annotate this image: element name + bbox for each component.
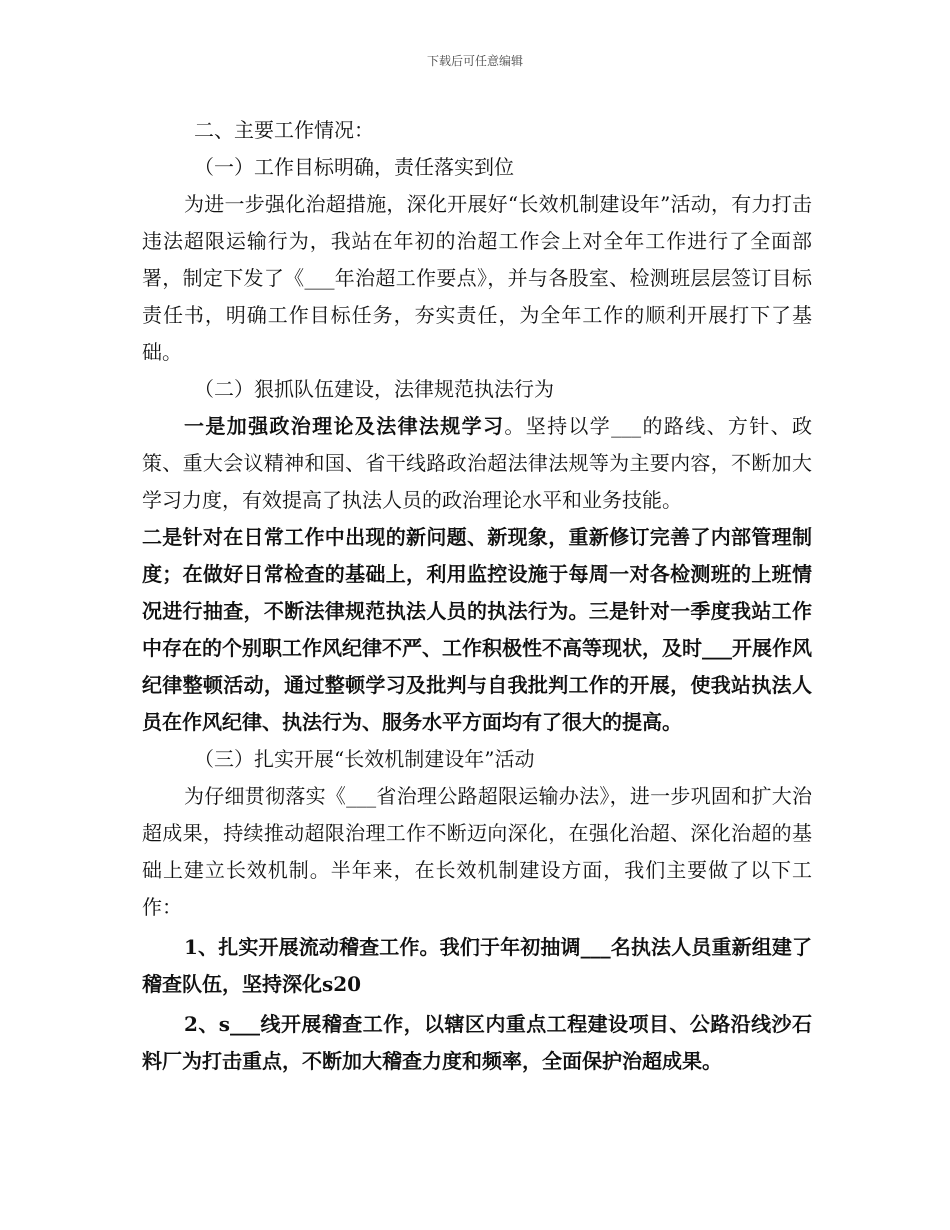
heading-2: （二）狠抓队伍建设，法律规范执法行为 <box>194 377 554 401</box>
page-header-note: 下载后可任意编辑 <box>426 54 523 68</box>
paragraph-4: 为仔细贯彻落实《___省治理公路超限运输办法》，进一步巩固和扩大治超成果，持续推动超限治理工作不断迈向深化，在强化治超、深化治超的基础上建立长效机制。半年来，在长效机制建设方面，我们主要做了以下工作： <box>142 784 812 919</box>
paragraph-3: 二是针对在日常工作中出现的新问题、新现象，重新修订完善了内部管理制度；在做好日常检查的基础上，利用监控设施于每周一对各检测班的上班情况进行抽查，不断法律规范执法人员的执法行为。三是针对一季度我站工作中存在的个别职工作风纪律不严、工作积极性不高等现状，及时___开展作风纪律整顿活动，通过整顿学习及批判与自我批判工作的开展，使我站执法人员在作风纪律、执法行为、服务水平方面均有了很大的提高。 <box>142 525 812 734</box>
section-title: 二、主要工作情况： <box>194 118 374 142</box>
paragraph-5: 1、扎实开展流动稽查工作。我们于年初抽调___名执法人员重新组建了稽查队伍，坚持深化s20 <box>142 935 812 996</box>
paragraph-2-text: 。坚持以学___的路线、方针、政策、重大会议精神和国、省干线路政治超法律法规等为主要内容，不断加大学习力度，有效提高了执法人员的政治理论水平和业务技能。 <box>142 414 813 512</box>
document-body <box>142 112 812 1080</box>
paragraph-6: 2、s___线开展稽查工作，以辖区内重点工程建设项目、公路沿线沙石料厂为打击重点，不断加大稽查力度和频率，全面保护治超成果。 <box>142 1012 812 1073</box>
paragraph-2 <box>142 408 812 519</box>
paragraph-1: 为进一步强化治超措施，深化开展好“长效机制建设年”活动，有力打击违法超限运输行为，我站在年初的治超工作会上对全年工作进行了全面部署，制定下发了《___年治超工作要点》，并与各股室、检测班层层签订目标责任书，明确工作目标任务，夯实责任，为全年工作的顺利开展打下了基础。 <box>142 192 812 364</box>
heading-3: （三）扎实开展“长效机制建设年”活动 <box>194 747 535 771</box>
paragraph-2-lead: 一是加强政治理论及法律法规学习 <box>184 414 505 438</box>
heading-1: （一）工作目标明确，责任落实到位 <box>194 155 514 179</box>
